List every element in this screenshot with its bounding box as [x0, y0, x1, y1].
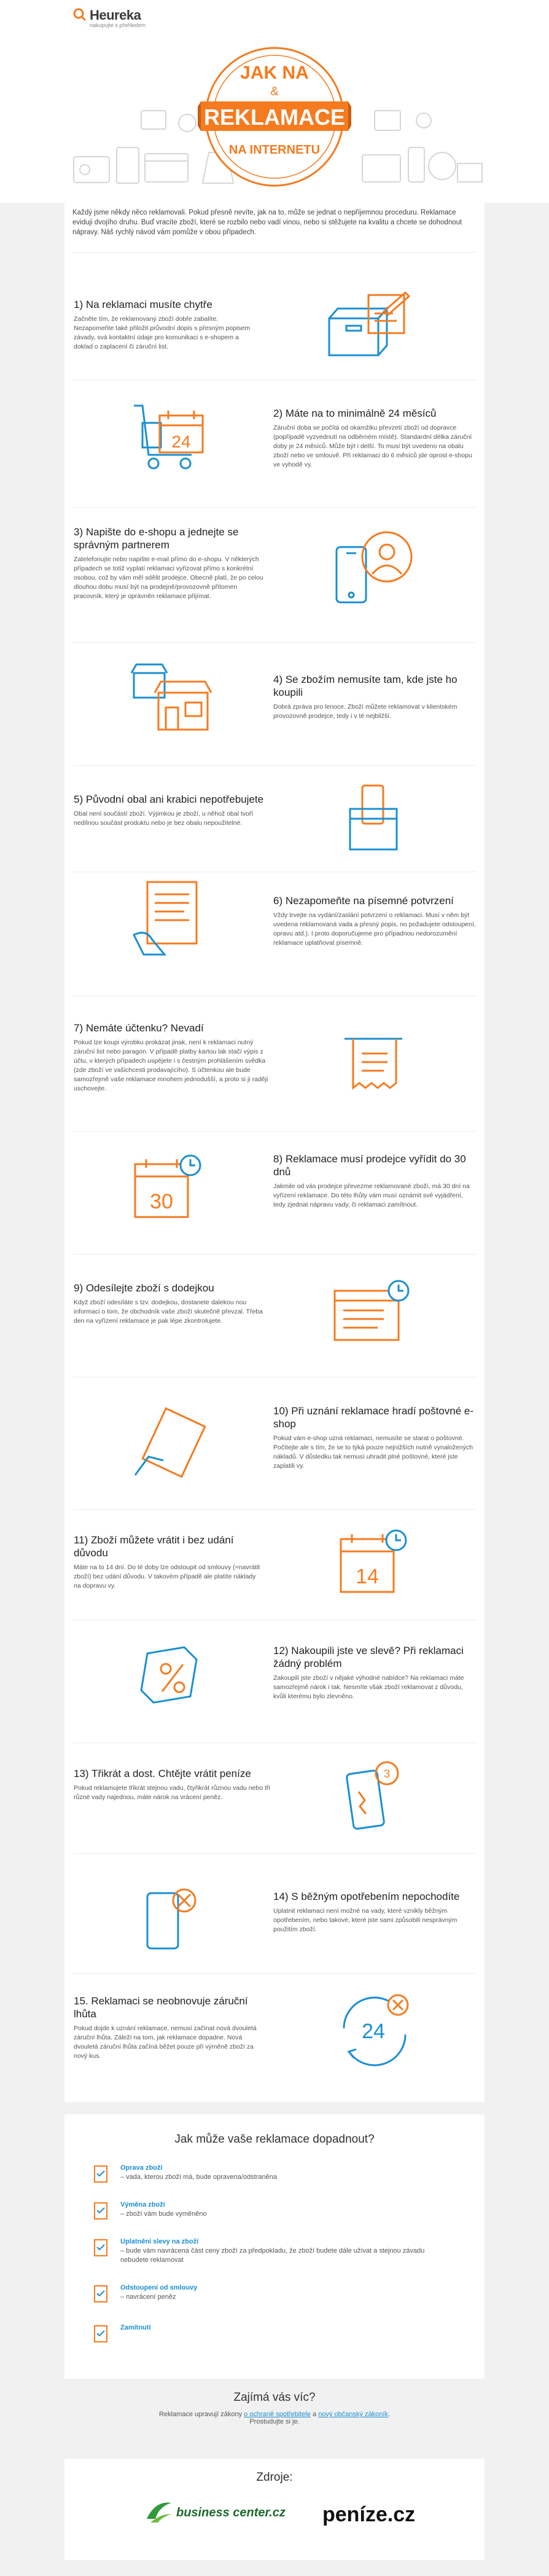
- section-3: [74, 526, 264, 601]
- section-text: Dobrá zpráva pro lenoce. Zboží můžete reklamovat v klientském provozovně prodejce, tedy i v té nejbližší.: [273, 703, 457, 720]
- footer-text-part: a: [311, 2411, 319, 2418]
- section-text: Pokud vám e-shop uzná reklamaci, nemusíte se starat o poštovné. Počítejte ale s tím, že se to týká pouze nejnižších nutně vynaložených nákladů. V důsledku tak nemusí uhradit plné poštovné, které jste zaplatili vy.: [273, 1435, 473, 1470]
- source-penize[interactable]: peníze.cz: [322, 2503, 416, 2526]
- section-15: [74, 1995, 264, 2061]
- outcome-desc: – bude vám navrácena část ceny zboží za předpokladu, že zboží budete dále užívat a stejnou závadu nebudete reklamovat: [120, 2247, 425, 2264]
- renew-number: 24: [362, 2020, 385, 2043]
- section-text: Uplatnit reklamaci není možné na vady, které vznikly běžným opotřebením, nebo takové, které jste sami způsobili nesprávným použitím zboží.: [273, 1907, 457, 1933]
- divider: [72, 507, 477, 508]
- broken-phone-3-icon: [338, 1755, 411, 1835]
- envelope-in-hand-icon: [129, 1403, 215, 1483]
- footer-text-part: .: [387, 2411, 391, 2418]
- section-title: 3) Napište do e-shopu a jednejte se správným partnerem: [74, 526, 239, 551]
- divider: [72, 1131, 477, 1132]
- source-business-center[interactable]: [144, 2500, 286, 2525]
- section-5: [74, 793, 264, 828]
- phone-in-box-icon: [344, 782, 405, 856]
- divider: [72, 765, 477, 766]
- sources-panel: [64, 2459, 485, 2560]
- clipboard-icon: [92, 2237, 111, 2258]
- law-link-civil-code[interactable]: nový občanský zákoník: [318, 2411, 388, 2418]
- box-and-letter-icon: [325, 289, 411, 363]
- section-9: [74, 1282, 270, 1326]
- count-number: 3: [383, 1768, 391, 1780]
- renew-24-icon: [332, 1991, 418, 2071]
- reklamace-badge: [198, 37, 351, 197]
- section-8: [273, 1152, 476, 1210]
- section-title: 10) Při uznání reklamace hradí poštovné e-shop: [273, 1405, 474, 1430]
- divider: [72, 1254, 477, 1255]
- footer-text: [0, 2411, 549, 2418]
- section-text: Zatelefonujte nebo napište e-mail přímo do e-shopu. V některých případech se totiž vyplatí reklamaci vyřizovat přímo s konkrétní osobou, což by vám měl sdělit prodejce. Obecně platí, že po celou dlouhou dobu musí být na prodejně/provozovně přítomen pracovník, který je oprávněn reklamace přijímat.: [74, 556, 263, 600]
- section-text: Jakmile od vás prodejce převezme reklamované zboží, má 30 dní na vyřízení reklamace. Do této lhůty vám musí oznámit své vyjádření, tedy zjednat nápravu vady, či reklamaci zamítnout.: [273, 1183, 470, 1208]
- outcome-name: Výměna zboží: [120, 2201, 165, 2208]
- footer-text-2: Prostudujte si je.: [249, 2418, 300, 2425]
- signing-document-icon: [129, 876, 215, 962]
- delivery-form-icon: [329, 1278, 415, 1352]
- footer: [0, 2391, 549, 2425]
- section-4: [273, 673, 470, 721]
- outcomes-title: Jak může vaše reklamace dopadnout?: [174, 2133, 375, 2146]
- outcome-item: [92, 2200, 207, 2221]
- badge-top-text: JAK NA: [240, 63, 309, 83]
- section-text: Pokud lze koupi výrobku prokázat jinak, není k reklamaci nutný záruční list nebo paragon. V případě platby kartou lak stačí výpis z účtu, v kterých případech uspějete i s čestným prohlášením svědka (zde zboží ve vašichcesti prodavajícího). S účtenkou ale bude samozřejmě vaše reklamace mnohem jednodušší, a proto si ji raději uschovejte.: [74, 1039, 268, 1092]
- section-title: 7) Nemáte účtenku? Nevadí: [74, 1022, 204, 1034]
- outcome-desc: – zboží vám bude vyměněno: [120, 2210, 207, 2218]
- outcomes-panel: [64, 2114, 485, 2379]
- source-1-name: business center.cz: [176, 2506, 286, 2519]
- outcome-name: Oprava zboží: [120, 2164, 163, 2172]
- section-text: Zakoupili jste zboží v nějaké výhodné nabídce? Na reklamaci máte samozřejmě nárok i tak. Nesmíte však zboží reklamovat z důvodu, kvůli kterému bylo zlevněno.: [273, 1674, 464, 1700]
- calendar-trolley-icon: [129, 400, 215, 479]
- section-title: 8) Reklamace musí prodejce vyřídit do 30 dnů: [273, 1153, 466, 1178]
- calendar-14-icon: [335, 1529, 415, 1603]
- section-1: [74, 298, 258, 352]
- section-title: 14) S běžným opotřebením nepochodíte: [273, 1891, 460, 1902]
- section-text: Vždy trvejte na vydání/zaslání potvrzení o reklamaci. Musí v něm být uvedena reklamovaná vada a přesný popis, no požadujete odstoupení, opravu atd.). I proto doporučujeme pro případnou nedorozumění reklamace uplatňovat písemně.: [273, 912, 476, 947]
- section-6: [273, 894, 476, 948]
- outcome-desc: – navrácení peněz: [120, 2293, 176, 2301]
- section-title: 9) Odesílejte zboží s dodejkou: [74, 1282, 214, 1294]
- clipboard-icon: [92, 2283, 111, 2304]
- outcome-item: [92, 2283, 197, 2304]
- section-10: [273, 1404, 476, 1471]
- section-text: Obal není součástí zboží. Výjimkou je zboží, u něhož obal tvoří nedílnou součást produktu nebo je bez obalu nepoužitelné.: [74, 810, 254, 827]
- section-title: 12) Nakoupili jste ve slevě? Při reklamaci žádný problém: [273, 1645, 464, 1669]
- shops-icon: [129, 661, 215, 735]
- section-14: [273, 1890, 476, 1934]
- calendar-30-icon: [129, 1154, 215, 1228]
- footer-title: Zajímá vás víc?: [233, 2391, 316, 2404]
- section-text: Pokud reklamujete třikrát stejnou vadu, čtyřikrát různou vadu nebo tři různé vady najednou, máte nárok na vrácení peněz.: [74, 1784, 270, 1801]
- business-center-logo-icon: [144, 2500, 173, 2525]
- divider: [72, 1973, 477, 1974]
- section-text: Záruční doba se počítá od okamžiku převzetí zboží od dopravce (popřípadě vyzvednutí na odběrném místě). Standardní délka záruční doby je 24 měsíců. Může být i delší. To musí být uvedeno na obalu zboží nebo ve smlouvě. Při reklamaci do 6 měsíců jde oprost e-shopu ve vyhodě vy.: [273, 424, 472, 468]
- calendar-number: 14: [356, 1565, 379, 1588]
- discount-tag-icon: [129, 1635, 215, 1721]
- law-link-consumer[interactable]: o ochraně spotřebitele: [244, 2411, 311, 2418]
- section-text: Máte na to 14 dní. Do té doby lze odstoupit od smlouvy (=navrátit zboží) bez udání důvodu. V takovém případě ale platíte náklady na dopravu vy.: [74, 1564, 260, 1589]
- section-title: 4) Se zbožím nemusíte tam, kde jste ho koupili: [273, 674, 457, 698]
- section-title: 6) Nezapomeňte na písemné potvrzení: [273, 895, 454, 907]
- section-13: [74, 1767, 276, 1802]
- section-title: 11) Zboží můžete vrátit i bez udání důvodu: [74, 1534, 234, 1559]
- section-title: 2) Máte na to minimálně 24 měsíců: [273, 408, 437, 419]
- section-12: [273, 1644, 476, 1701]
- receipt-icon: [341, 1033, 408, 1100]
- section-title: 15. Reklamaci se neobnovuje záruční lhůta: [74, 1995, 248, 2020]
- phone-contact-icon: [332, 529, 418, 609]
- section-text: Pokud dojde k uznání reklamace, nemusí začínat nová dvouletá záruční lhůta. Záleží na tom, jak reklamace dopadne. Nová dvouletá záruční lhůta začíná běžet pouze při výměně zboží za nový kus.: [74, 2025, 257, 2060]
- section-11: [74, 1534, 264, 1591]
- clipboard-icon: [92, 2200, 111, 2221]
- section-text: Začněte tím, že reklamovaný zboží dobře zabalíte. Nezapomeňte také přiložit průvodní dopis s přesným popisem závady, svá kontaktní údaje pro komunikaci s e-shopem a doklad o zaplacení či záruční list.: [74, 315, 251, 350]
- outcome-desc: – vada, kterou zboží má, bude opravena/odstraněna: [120, 2173, 278, 2181]
- calendar-number: 30: [150, 1190, 173, 1213]
- intro-text: Každý jsme někdy něco reklamovali. Pokud přesně nevíte, jak na to, může se jednat o nepříjemnou proceduru. Reklamace eviduji dvojího druhu. Buď vracíte zboží, které se rozbilo nebo vadí vinou, nebo si stěžujete na kvalitu a chcete se dohodnout nápravy. Náš rychlý návod vám pomůže v obou případech.: [72, 209, 462, 236]
- outcome-name: Odstoupení od smlouvy: [120, 2284, 198, 2291]
- outcome-item: [92, 2164, 277, 2184]
- outcome-item: [92, 2237, 436, 2265]
- section-7: [74, 1022, 270, 1093]
- divider: [72, 642, 477, 643]
- badge-main-text: REKLAMACE: [204, 104, 345, 130]
- divider: [72, 252, 477, 253]
- outcome-name: Uplatnění slevy na zboží: [120, 2238, 199, 2245]
- calendar-number: 24: [171, 432, 191, 451]
- footer-text-part: Reklamace upravují zákony: [158, 2411, 244, 2418]
- sources-label: Zdroje:: [256, 2471, 293, 2484]
- clipboard-icon: [92, 2164, 111, 2184]
- worn-phone-icon: [129, 1881, 215, 1961]
- divider: [72, 1509, 477, 1510]
- divider: [72, 1853, 477, 1854]
- section-title: 13) Třikrát a dost. Chtějte vrátit peníze: [74, 1768, 251, 1779]
- outcome-item: [92, 2323, 151, 2344]
- section-title: 1) Na reklamaci musíte chytře: [74, 299, 212, 310]
- section-2: [273, 407, 476, 470]
- logo-name: Heureka: [90, 7, 141, 23]
- badge-amp: &: [270, 85, 279, 98]
- header: [0, 0, 549, 203]
- clipboard-icon: [92, 2323, 111, 2344]
- section-title: 5) Původní obal ani krabici nepotřebujete: [74, 794, 264, 805]
- logo-tagline: nakupujte s přehledem: [90, 22, 146, 28]
- section-text: Když zboží odesíláte s tzv. dodejkou, dostanete dalekou nou informaci o tom, že obchodník vaše zboží skutečně převzal. Třeba den na vyřízení reklamace je pak lépe zkontrolujete.: [74, 1299, 263, 1325]
- badge-bottom-text: NA INTERNETU: [228, 143, 321, 157]
- outcome-name: Zamítnutí: [120, 2324, 151, 2331]
